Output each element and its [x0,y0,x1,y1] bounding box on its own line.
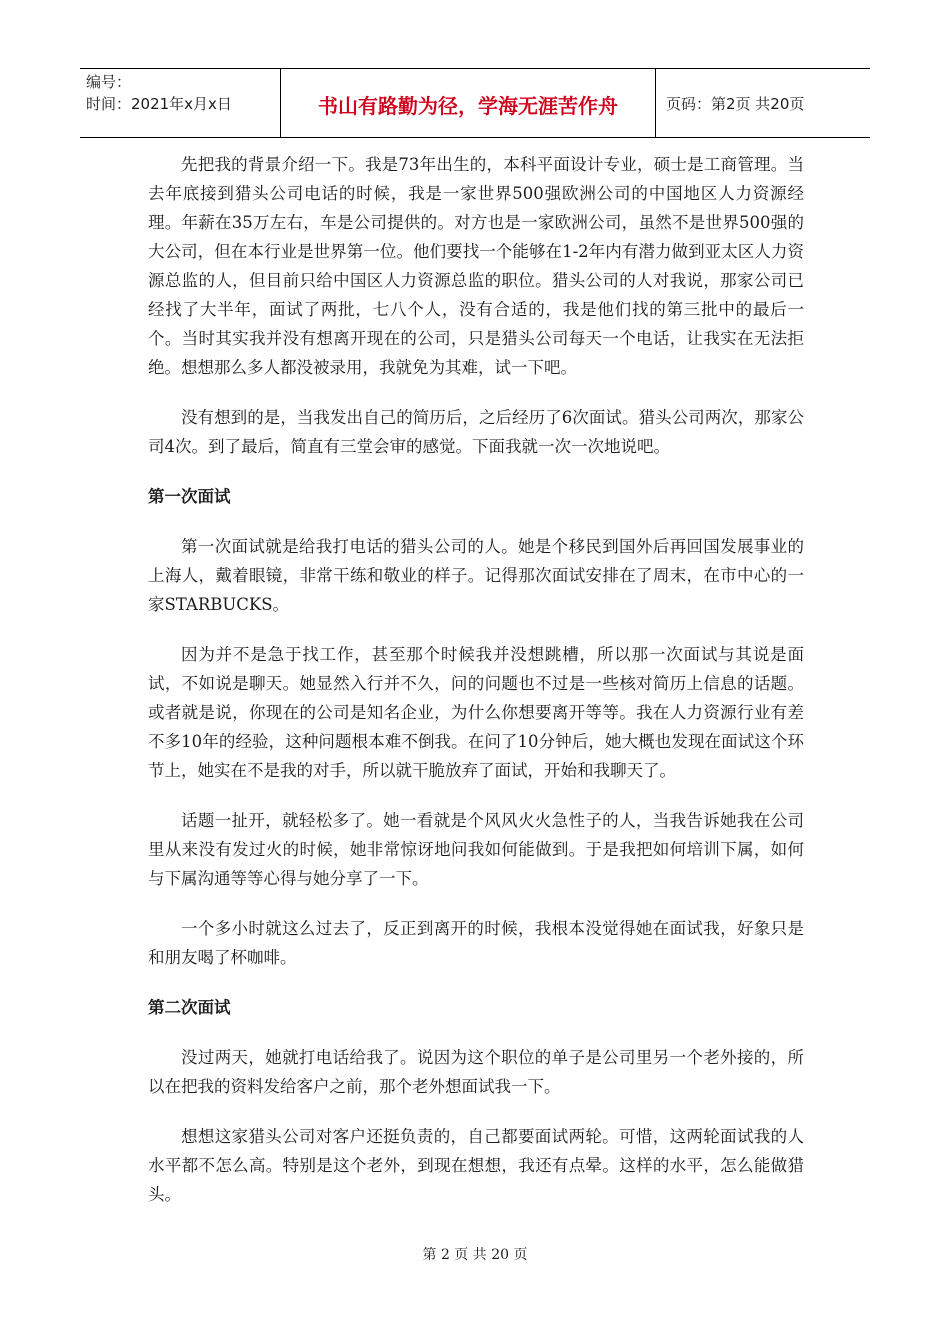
time-label: 时间：2021年x月x日 [86,95,232,113]
header-motto: 书山有路勤为径，学海无涯苦作舟 [280,69,656,137]
paragraph: 第一次面试就是给我打电话的猎头公司的人。她是个移民到国外后再回国发展事业的上海人，戴着眼镜，非常干练和敬业的样子。记得那次面试安排在了周末，在市中心的一家STARBUCKS。 [148,537,804,614]
number-label: 编号： [86,73,132,91]
paragraph: 没有想到的是，当我发出自己的简历后，之后经历了6次面试。猎头公司两次，那家公司4次。到了最后，简直有三堂会审的感觉。下面我就一次一次地说吧。 [148,408,804,456]
paragraph: 话题一扯开，就轻松多了。她一看就是个风风火火急性子的人，当我告诉她我在公司里从来没有发过火的时候，她非常惊讶地问我如何能做到。于是我把如何培训下属，如何与下属沟通等等心得与她分享了一下。 [148,811,804,888]
document-body [148,150,804,1230]
page-footer: 第 2 页 共 20 页 [422,1247,528,1263]
paragraph: 想想这家猎头公司对客户还挺负责的，自己都要面试两轮。可惜，这两轮面试我的人水平都不怎么高。特别是这个老外，到现在想想，我还有点晕。这样的水平，怎么能做猎头。 [148,1127,804,1204]
paragraph: 没过两天，她就打电话给我了。说因为这个职位的单子是公司里另一个老外接的，所以在把我的资料发给客户之前，那个老外想面试我一下。 [148,1048,804,1096]
paragraph: 一个多小时就这么过去了，反正到离开的时候，我根本没觉得她在面试我，好象只是和朋友喝了杯咖啡。 [148,919,804,967]
paragraph: 因为并不是急于找工作，甚至那个时候我并没想跳槽，所以那一次面试与其说是面试，不如说是聊天。她显然入行并不久，问的问题也不过是一些核对简历上信息的话题。或者就是说，你现在的公司是知名企业，为什么你想要离开等等。我在人力资源行业有差不多10年的经验，这种问题根本难不倒我。在问了10分钟后，她大概也发现在面试这个环节上，她实在不是我的对手，所以就干脆放弃了面试，开始和我聊天了。 [148,645,804,780]
section-heading: 第二次面试 [148,998,231,1017]
header-page-code: 页码：第2页 共20页 [666,94,805,113]
section-heading: 第一次面试 [148,487,231,506]
page-header [80,68,870,138]
paragraph: 先把我的背景介绍一下。我是73年出生的，本科平面设计专业，硕士是工商管理。当去年底接到猎头公司电话的时候，我是一家世界500强欧洲公司的中国地区人力资源经理。年薪在35万左右，车是公司提供的。对方也是一家欧洲公司，虽然不是世界500强的大公司，但在本行业是世界第一位。他们要找一个能够在1-2年内有潜力做到亚太区人力资源总监的人，但目前只给中国区人力资源总监的职位。猎头公司的人对我说，那家公司已经找了大半年，面试了两批，七八个人，没有合适的，我是他们找的第三批中的最后一个。当时其实我并没有想离开现在的公司，只是猎头公司每天一个电话，让我实在无法拒绝。想想那么多人都没被录用，我就免为其难，试一下吧。 [148,155,804,377]
header-info-cell [80,69,280,137]
